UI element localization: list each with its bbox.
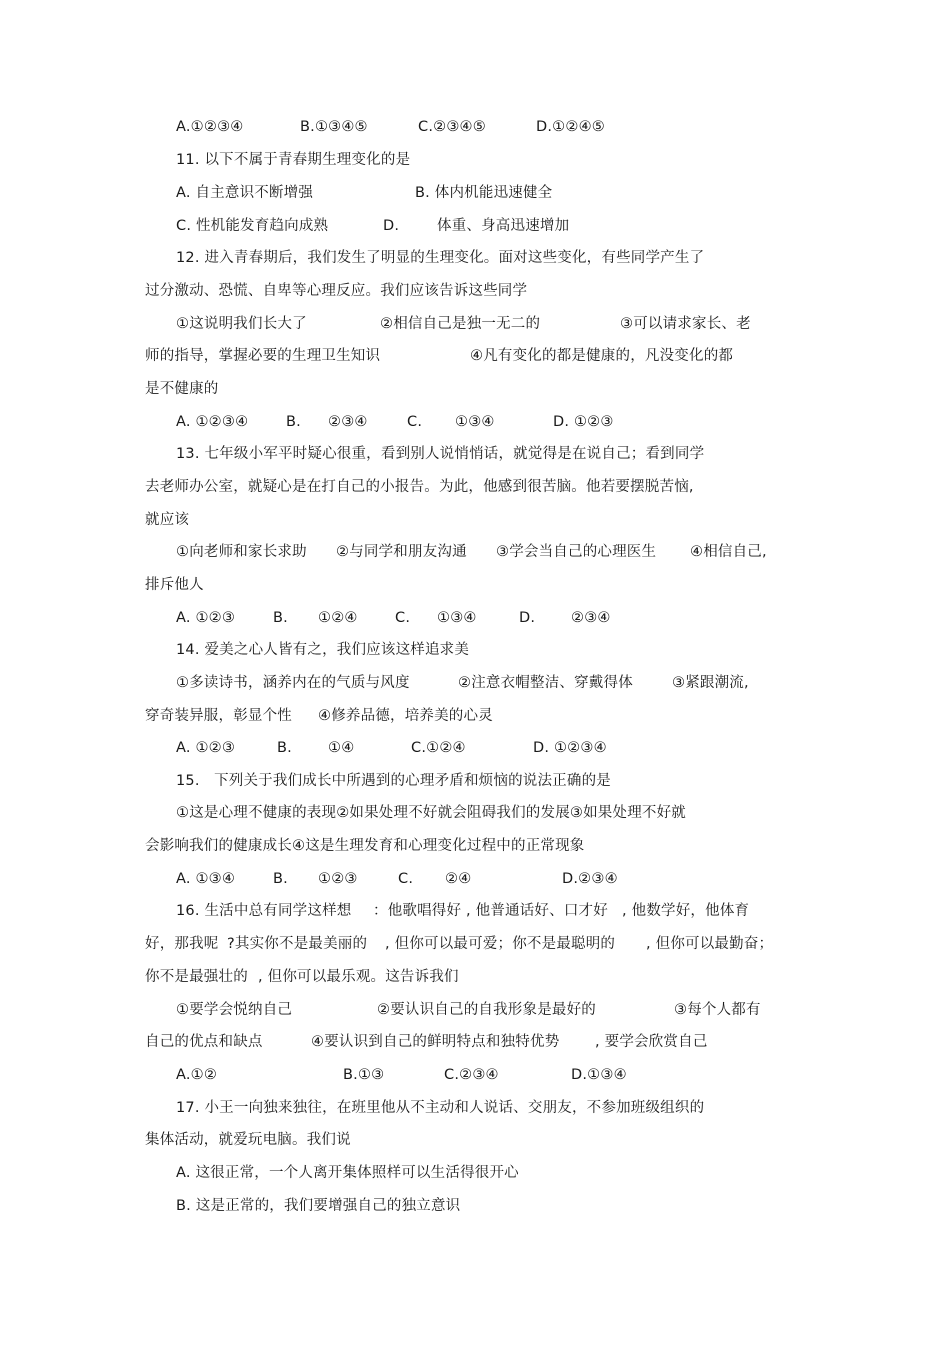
q11-option-a: A. 自主意识不断增强 — [176, 185, 314, 201]
q17-stem-line1: 17. 小王一向独来独往，在班里他从不主动和人说话、交朋友，不参加班级组织的 — [176, 1100, 705, 1116]
q12-stem-line2: 过分激动、恐慌、自卑等心理反应。我们应该告诉这些同学 — [145, 283, 528, 299]
q16-item-3: ③每个人都有 — [674, 1002, 761, 1018]
q10-option-d: D.①②④⑤ — [536, 119, 605, 135]
q12-stem-line1: 12. 进入青春期后，我们发生了明显的生理变化。面对这些变化，有些同学产生了 — [176, 250, 705, 266]
q12-option-a: A. ①②③④ — [176, 414, 249, 430]
q16-stem-2c: , 但你可以最可爱；你不是最聪明的 — [385, 936, 616, 952]
q14-stem: 14. 爱美之心人皆有之，我们应该这样追求美 — [176, 642, 470, 658]
q13-option-c-letter: C. — [395, 610, 411, 626]
q16-stem-1d: , 他数学好，他体育 — [622, 903, 750, 919]
q14-option-a: A. ①②③ — [176, 740, 236, 756]
q16-option-c: C.②③④ — [444, 1067, 499, 1083]
q16-stem-2a: 好，那我呢 — [145, 936, 219, 952]
q14-item-4: ④修养品德，培养美的心灵 — [318, 708, 493, 724]
q13-item-1: ①向老师和家长求助 — [176, 544, 307, 560]
q14-item-3: ③紧跟潮流, — [672, 675, 749, 691]
q13-stem-line1: 13. 七年级小军平时疑心很重，看到别人说悄悄话，就觉得是在说自己；看到同学 — [176, 446, 705, 462]
q12-item-4: ④凡有变化的都是健康的，凡没变化的都 — [470, 348, 734, 364]
q12-option-b: ②③④ — [328, 414, 368, 430]
q16-stem-1a: 16. 生活中总有同学这样想 — [176, 903, 352, 919]
q13-line5: 排斥他人 — [145, 577, 204, 593]
q15-option-c-letter: C. — [398, 871, 414, 887]
q11-option-d: 体重、身高迅速增加 — [437, 218, 570, 234]
q12-option-c-letter: C. — [407, 414, 423, 430]
q16-stem-1c: , 他普通话好、口才好 — [466, 903, 608, 919]
q17-option-a: A. 这很正常，一个人离开集体照样可以生活得很开心 — [176, 1165, 519, 1181]
q16-stem-2b: ?其实你不是最美丽的 — [227, 936, 368, 952]
q10-option-b: B.①③④⑤ — [300, 119, 368, 135]
q14-option-d: D. ①②③④ — [533, 740, 607, 756]
q16-line5-c: , 要学会欣赏自己 — [595, 1034, 708, 1050]
q13-option-c: ①③④ — [437, 610, 477, 626]
q12-option-c: ①③④ — [455, 414, 495, 430]
q13-stem-line3: 就应该 — [145, 512, 190, 528]
q12-line5: 是不健康的 — [145, 381, 219, 397]
q13-option-b: ①②④ — [318, 610, 358, 626]
q12-line4-a: 师的指导，掌握必要的生理卫生知识 — [145, 348, 381, 364]
q17-stem-line2: 集体活动，就爱玩电脑。我们说 — [145, 1132, 351, 1148]
q13-stem-line2: 去老师办公室，就疑心是在打自己的小报告。为此，他感到很苦脑。他若要摆脱苦恼, — [145, 479, 694, 495]
q13-item-2: ②与同学和朋友沟通 — [336, 544, 467, 560]
q16-stem-3b: , 但你可以最乐观。这告诉我们 — [258, 969, 459, 985]
q12-item-1: ①这说明我们长大了 — [176, 316, 307, 332]
q13-option-b-letter: B. — [273, 610, 288, 626]
q11-option-b: B. 体内机能迅速健全 — [415, 185, 553, 201]
q16-item-1: ①要学会悦纳自己 — [176, 1002, 293, 1018]
q16-item-4: ④要认识到自己的鲜明特点和独特优势 — [311, 1034, 560, 1050]
q13-item-4: ④相信自己, — [690, 544, 767, 560]
q12-option-b-letter: B. — [286, 414, 301, 430]
q13-option-d-letter: D. — [519, 610, 536, 626]
q11-option-d-letter: D. — [383, 218, 400, 234]
q13-item-3: ③学会当自己的心理医生 — [496, 544, 657, 560]
q16-option-b: B.①③ — [343, 1067, 385, 1083]
q13-option-d: ②③④ — [571, 610, 611, 626]
q16-item-2: ②要认识自己的自我形象是最好的 — [377, 1002, 596, 1018]
q15-stem: 15. 下列关于我们成长中所遇到的心理矛盾和烦恼的说法正确的是 — [176, 773, 611, 789]
q16-line5-a: 自己的优点和缺点 — [145, 1034, 263, 1050]
q14-item-1: ①多读诗书，涵养内在的气质与风度 — [176, 675, 410, 691]
q14-line3-a: 穿奇装异服，彰显个性 — [145, 708, 292, 724]
q14-option-b-letter: B. — [277, 740, 292, 756]
q12-option-d: D. ①②③ — [553, 414, 614, 430]
q15-line3: 会影响我们的健康成长④这是生理发育和心理变化过程中的正常现象 — [145, 838, 585, 854]
q15-option-b: ①②③ — [318, 871, 358, 887]
q16-stem-1b: ：他歌唱得好 — [373, 903, 462, 919]
q17-option-b: B. 这是正常的，我们要增强自己的独立意识 — [176, 1198, 461, 1214]
q11-option-c: C. 性机能发育趋向成熟 — [176, 218, 329, 234]
q14-option-b: ①④ — [328, 740, 355, 756]
q16-stem-3a: 你不是最强壮的 — [145, 969, 248, 985]
q14-option-c: C.①②④ — [411, 740, 466, 756]
q14-item-2: ②注意衣帽整洁、穿戴得体 — [458, 675, 633, 691]
q11-stem: 11. 以下不属于青春期生理变化的是 — [176, 152, 411, 168]
q12-item-3: ③可以请求家长、老 — [620, 316, 751, 332]
q10-option-c: C.②③④⑤ — [418, 119, 486, 135]
q15-option-a: A. ①③④ — [176, 871, 236, 887]
q13-option-a: A. ①②③ — [176, 610, 236, 626]
q16-stem-2d: , 但你可以最勤奋； — [646, 936, 774, 952]
q15-option-d: D.②③④ — [562, 871, 618, 887]
q10-option-a: A.①②③④ — [176, 119, 244, 135]
q15-option-b-letter: B. — [273, 871, 288, 887]
q12-item-2: ②相信自己是独一无二的 — [380, 316, 541, 332]
q15-option-c: ②④ — [445, 871, 472, 887]
q16-option-a: A.①② — [176, 1067, 218, 1083]
q16-option-d: D.①③④ — [571, 1067, 627, 1083]
q15-line2: ①这是心理不健康的表现②如果处理不好就会阻碍我们的发展③如果处理不好就 — [176, 805, 686, 821]
